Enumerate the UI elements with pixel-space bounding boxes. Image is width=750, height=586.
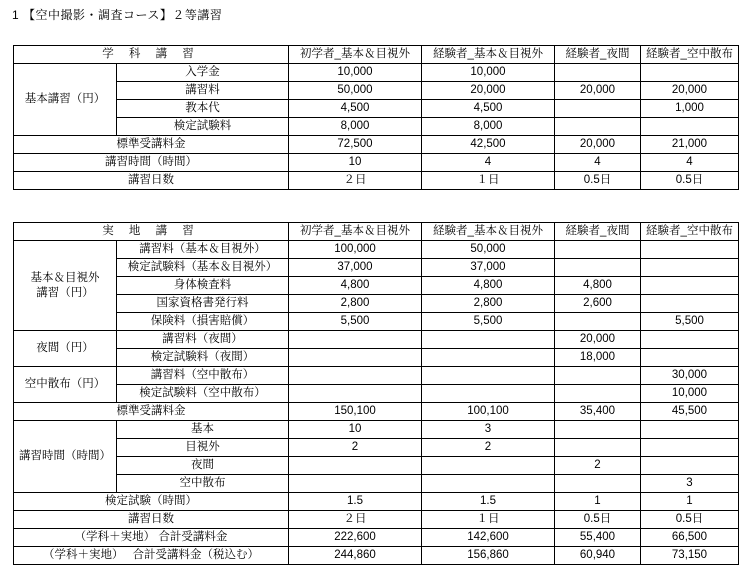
cell <box>555 475 641 493</box>
column-header: 経験者_夜間 <box>555 223 641 241</box>
table-row <box>14 154 739 172</box>
row-label: 検定試験料（夜間） <box>117 349 289 367</box>
cell: 0.5日 <box>555 172 641 190</box>
cell: 60,940 <box>555 547 641 565</box>
cell: 150,100 <box>289 403 422 421</box>
cell: 37,000 <box>289 259 422 277</box>
table-row <box>14 259 739 277</box>
practical-header: 実 地 講 習 <box>14 223 289 241</box>
table-row <box>14 295 739 313</box>
cell <box>555 421 641 439</box>
cell <box>641 439 739 457</box>
cell: 2,800 <box>422 295 555 313</box>
table-row <box>14 313 739 331</box>
cell: 0.5日 <box>641 172 739 190</box>
table-row <box>14 475 739 493</box>
cell: 222,600 <box>289 529 422 547</box>
cell <box>422 385 555 403</box>
table-row <box>14 421 739 439</box>
cell: 4 <box>641 154 739 172</box>
cell: 10,000 <box>641 385 739 403</box>
cell: 244,860 <box>289 547 422 565</box>
row-label: 標準受講料金 <box>14 136 289 154</box>
cell: 100,100 <box>422 403 555 421</box>
cell: 5,500 <box>422 313 555 331</box>
cell: 4 <box>422 154 555 172</box>
row-label: 講習料（夜間） <box>117 331 289 349</box>
cell <box>289 457 422 475</box>
cell: 35,400 <box>555 403 641 421</box>
row-label: 基本 <box>117 421 289 439</box>
cell: 3 <box>422 421 555 439</box>
row-label: 教本代 <box>117 100 289 118</box>
row-label: 検定試験（時間） <box>14 493 289 511</box>
column-header: 経験者_空中散布 <box>641 46 739 64</box>
cell: 21,000 <box>641 136 739 154</box>
cell <box>555 100 641 118</box>
table-row <box>14 118 739 136</box>
column-header: 初学者_基本＆目視外 <box>289 223 422 241</box>
cell: 37,000 <box>422 259 555 277</box>
cell: ２日 <box>289 172 422 190</box>
table-row <box>14 172 739 190</box>
cell <box>641 259 739 277</box>
cell <box>641 421 739 439</box>
cell: 72,500 <box>289 136 422 154</box>
cell <box>641 349 739 367</box>
cell: 1.5 <box>289 493 422 511</box>
table-row <box>14 529 739 547</box>
row-label: 検定試験料（基本＆目視外） <box>117 259 289 277</box>
hours-group-label: 講習時間（時間） <box>14 421 117 493</box>
group-label-line: 講習（円） <box>36 286 94 299</box>
table-row <box>14 82 739 100</box>
row-label: 夜間 <box>117 457 289 475</box>
table-header-row <box>14 46 739 64</box>
cell: ２日 <box>289 511 422 529</box>
cell: 4,500 <box>289 100 422 118</box>
cell: 142,600 <box>422 529 555 547</box>
table-row <box>14 511 739 529</box>
cell: 156,860 <box>422 547 555 565</box>
cell: 10 <box>289 421 422 439</box>
cell: 42,500 <box>422 136 555 154</box>
cell: 2 <box>422 439 555 457</box>
cell <box>641 241 739 259</box>
row-label: 講習日数 <box>14 511 289 529</box>
basic-lecture-group-label: 基本講習（円） <box>14 64 117 136</box>
lecture-header: 学 科 講 習 <box>14 46 289 64</box>
cell <box>555 385 641 403</box>
table-row <box>14 385 739 403</box>
cell <box>641 457 739 475</box>
cell: 8,000 <box>422 118 555 136</box>
cell: 55,400 <box>555 529 641 547</box>
cell: 3 <box>641 475 739 493</box>
cell: 4,500 <box>422 100 555 118</box>
table-row <box>14 493 739 511</box>
lecture-fee-table <box>13 45 739 190</box>
row-label: 国家資格書発行料 <box>117 295 289 313</box>
cell: 50,000 <box>422 241 555 259</box>
cell <box>555 367 641 385</box>
cell <box>641 64 739 82</box>
cell: 50,000 <box>289 82 422 100</box>
cell: 20,000 <box>555 136 641 154</box>
cell: 1 <box>641 493 739 511</box>
cell: 20,000 <box>555 331 641 349</box>
cell: 10 <box>289 154 422 172</box>
cell <box>289 331 422 349</box>
table-row <box>14 331 739 349</box>
cell <box>555 241 641 259</box>
row-label: 講習料（空中散布） <box>117 367 289 385</box>
cell: 73,150 <box>641 547 739 565</box>
table-row <box>14 64 739 82</box>
cell: 5,500 <box>289 313 422 331</box>
cell: 30,000 <box>641 367 739 385</box>
cell: 18,000 <box>555 349 641 367</box>
row-label: 空中散布 <box>117 475 289 493</box>
row-label: 身体検査料 <box>117 277 289 295</box>
cell: 66,500 <box>641 529 739 547</box>
table-row <box>14 457 739 475</box>
cell: 0.5日 <box>555 511 641 529</box>
cell: 4,800 <box>422 277 555 295</box>
table-row <box>14 241 739 259</box>
column-header: 経験者_基本＆目視外 <box>422 223 555 241</box>
cell: １日 <box>422 172 555 190</box>
row-label: 保険料（損害賠償） <box>117 313 289 331</box>
table-row <box>14 439 739 457</box>
column-header: 初学者_基本＆目視外 <box>289 46 422 64</box>
row-label: 講習日数 <box>14 172 289 190</box>
row-label: 検定試験料（空中散布） <box>117 385 289 403</box>
cell <box>641 277 739 295</box>
cell <box>641 118 739 136</box>
cell <box>555 313 641 331</box>
cell <box>555 118 641 136</box>
cell: 20,000 <box>422 82 555 100</box>
cell: 4,800 <box>555 277 641 295</box>
practical-fee-table <box>13 222 739 565</box>
cell: 20,000 <box>555 82 641 100</box>
cell: 2,800 <box>289 295 422 313</box>
table-row <box>14 349 739 367</box>
row-label: 講習料 <box>117 82 289 100</box>
cell: 8,000 <box>289 118 422 136</box>
column-header: 経験者_空中散布 <box>641 223 739 241</box>
cell: 2,600 <box>555 295 641 313</box>
cell <box>555 259 641 277</box>
basic-practical-group-label <box>14 241 117 331</box>
night-group-label: 夜間（円） <box>14 331 117 367</box>
cell: 1,000 <box>641 100 739 118</box>
cell <box>555 439 641 457</box>
cell: 100,000 <box>289 241 422 259</box>
table-header-row <box>14 223 739 241</box>
cell: １日 <box>422 511 555 529</box>
cell <box>289 385 422 403</box>
cell <box>422 367 555 385</box>
cell <box>641 295 739 313</box>
cell: 1 <box>555 493 641 511</box>
cell <box>555 64 641 82</box>
cell: 4 <box>555 154 641 172</box>
group-label-line: 基本＆目視外 <box>30 271 100 284</box>
cell: 45,500 <box>641 403 739 421</box>
cell <box>289 367 422 385</box>
table-row <box>14 277 739 295</box>
cell <box>422 457 555 475</box>
cell: 10,000 <box>289 64 422 82</box>
table-row <box>14 100 739 118</box>
cell: 10,000 <box>422 64 555 82</box>
column-header: 経験者_基本＆目視外 <box>422 46 555 64</box>
row-label: 講習時間（時間） <box>14 154 289 172</box>
cell: 1.5 <box>422 493 555 511</box>
cell: 5,500 <box>641 313 739 331</box>
row-label: 講習料（基本＆目視外） <box>117 241 289 259</box>
table-row <box>14 547 739 565</box>
cell: 2 <box>289 439 422 457</box>
page-title: 1 【空中撮影・調査コース】２等講習 <box>12 8 223 22</box>
spray-group-label: 空中散布（円） <box>14 367 117 403</box>
cell <box>289 349 422 367</box>
cell: 4,800 <box>289 277 422 295</box>
cell <box>422 349 555 367</box>
cell <box>422 475 555 493</box>
cell <box>641 331 739 349</box>
cell: 2 <box>555 457 641 475</box>
cell <box>422 331 555 349</box>
row-label: 目視外 <box>117 439 289 457</box>
cell: 20,000 <box>641 82 739 100</box>
cell: 0.5日 <box>641 511 739 529</box>
row-label: （学科＋実地） 合計受講料金（税込む） <box>14 547 289 565</box>
cell <box>289 475 422 493</box>
row-label: 検定試験料 <box>117 118 289 136</box>
row-label: 入学金 <box>117 64 289 82</box>
column-header: 経験者_夜間 <box>555 46 641 64</box>
table-row <box>14 403 739 421</box>
table-row <box>14 136 739 154</box>
row-label: （学科＋実地） 合計受講料金 <box>14 529 289 547</box>
table-row <box>14 367 739 385</box>
row-label: 標準受講料金 <box>14 403 289 421</box>
